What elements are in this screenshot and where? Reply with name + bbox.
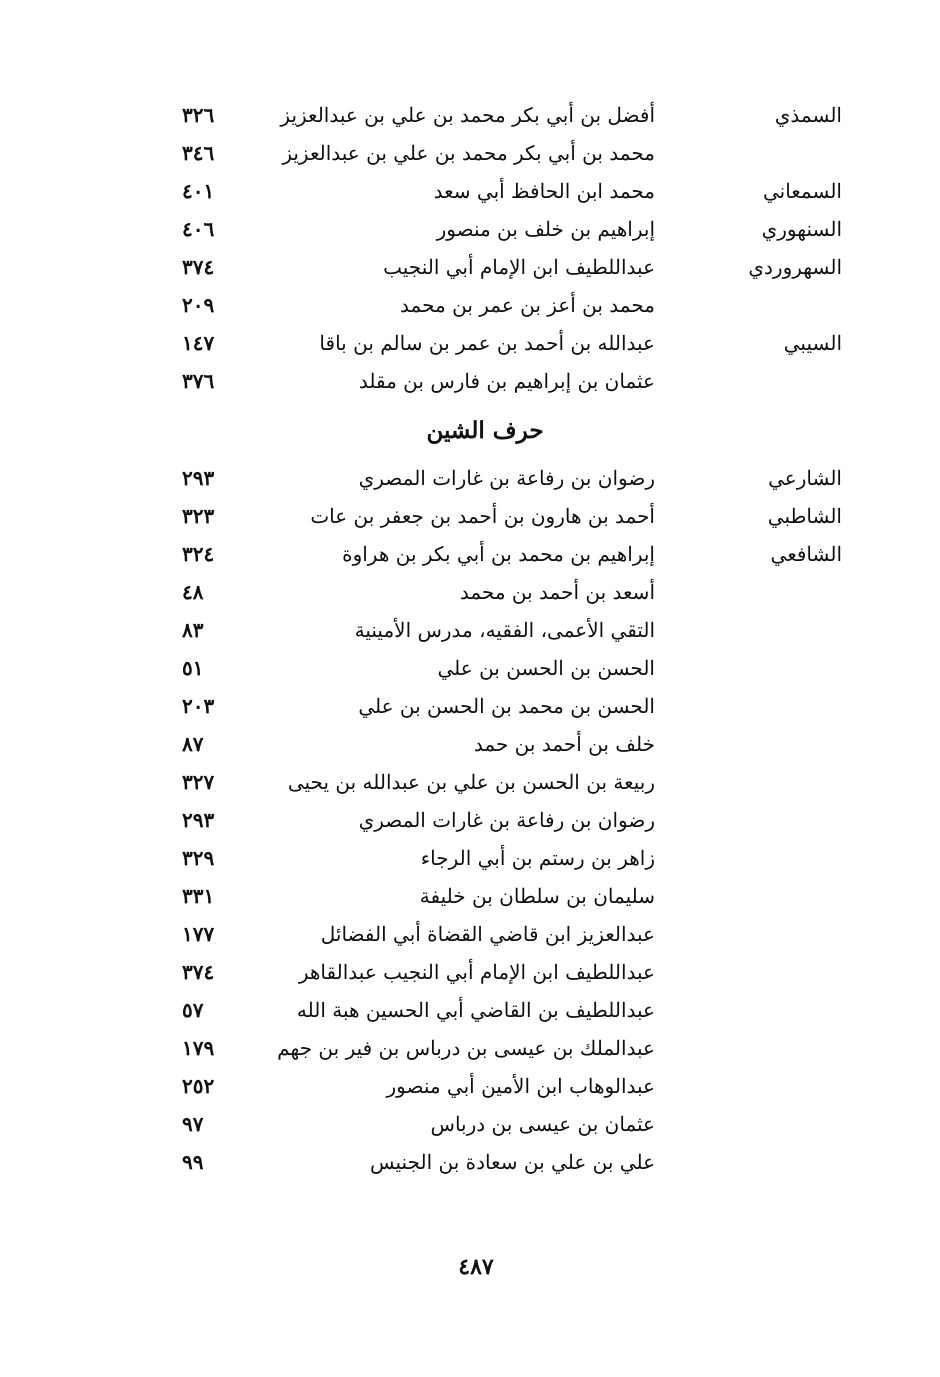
person-name: الحسن بن الحسن بن علي [437, 656, 655, 680]
page-reference: ٣٣١ [182, 884, 215, 908]
person-name: سليمان بن سلطان بن خليفة [419, 884, 655, 908]
person-name: التقي الأعمى، الفقيه، مدرس الأمينية [354, 618, 655, 642]
index-row [150, 725, 850, 763]
page-reference: ٤٨ [182, 580, 204, 604]
nisba-label: الشارعي [768, 466, 842, 490]
person-name: ربيعة بن الحسن بن علي بن عبدالله بن يحيى [287, 770, 655, 794]
person-name: الحسن بن محمد بن الحسن بن علي [358, 694, 655, 718]
index-block-sin [150, 96, 850, 400]
index-row [150, 687, 850, 725]
page-reference: ٢٥٢ [182, 1074, 215, 1098]
index-row [150, 134, 850, 172]
nisba-label: الشافعي [770, 542, 842, 566]
page-reference: ٤٠١ [182, 179, 215, 203]
page-reference: ٣٧٦ [182, 369, 215, 393]
index-row [150, 248, 850, 286]
index-row [150, 1105, 850, 1143]
page-reference: ٣٢٤ [182, 542, 215, 566]
person-name: عبدالعزيز ابن قاضي القضاة أبي الفضائل [320, 922, 655, 946]
person-name: زاهر بن رستم بن أبي الرجاء [420, 846, 655, 870]
nisba-label: السهروردي [748, 255, 842, 279]
person-name: علي بن علي بن سعادة بن الجنيس [370, 1150, 655, 1174]
index-row [150, 763, 850, 801]
index-row [150, 1143, 850, 1181]
page-reference: ٣٧٤ [182, 255, 215, 279]
person-name: رضوان بن رفاعة بن غارات المصري [358, 466, 655, 490]
index-row [150, 535, 850, 573]
index-row [150, 953, 850, 991]
nisba-label: السمعاني [762, 179, 842, 203]
page-reference: ٣٢٣ [182, 504, 215, 528]
index-row [150, 915, 850, 953]
index-row [150, 96, 850, 134]
nisba-label: السنهوري [761, 217, 842, 241]
page-reference: ١٧٧ [182, 922, 215, 946]
page-reference: ٣٧٤ [182, 960, 215, 984]
page-reference: ٢٠٩ [182, 293, 215, 317]
index-row [150, 877, 850, 915]
person-name: عبدالوهاب ابن الأمين أبي منصور [386, 1074, 655, 1098]
page-reference: ٣٤٦ [182, 141, 215, 165]
person-name: عبدالملك بن عيسى بن درباس بن فير بن جهم [277, 1036, 655, 1060]
person-name: محمد ابن الحافظ أبي سعد [433, 179, 655, 203]
page-reference: ٩٧ [182, 1112, 204, 1136]
index-row [150, 649, 850, 687]
index-row [150, 611, 850, 649]
index-row [150, 1029, 850, 1067]
person-name: إبراهيم بن خلف بن منصور [436, 217, 655, 241]
person-name: عبداللطيف ابن الإمام أبي النجيب عبدالقاهر [298, 960, 655, 984]
index-row [150, 459, 850, 497]
index-row [150, 172, 850, 210]
page-reference: ٤٠٦ [182, 217, 215, 241]
person-name: أحمد بن هارون بن أحمد بن جعفر بن عات [310, 504, 655, 528]
person-name: أسعد بن أحمد بن محمد [459, 580, 655, 604]
nisba-label: السمذي [774, 103, 842, 127]
person-name: عثمان بن إبراهيم بن فارس بن مقلد [358, 369, 655, 393]
nisba-label: السيبي [783, 331, 842, 355]
page-reference: ٥٧ [182, 998, 204, 1022]
person-name: محمد بن أبي بكر محمد بن علي بن عبدالعزيز [282, 141, 655, 165]
person-name: إبراهيم بن محمد بن أبي بكر بن هراوة [342, 542, 655, 566]
page-reference: ٢٠٣ [182, 694, 215, 718]
page-reference: ٨٧ [182, 732, 204, 756]
page-reference: ٣٢٦ [182, 103, 215, 127]
person-name: محمد بن أعز بن عمر بن محمد [400, 293, 655, 317]
page-reference: ٩٩ [182, 1150, 204, 1174]
nisba-label: الشاطبي [767, 504, 842, 528]
index-row [150, 573, 850, 611]
page-reference: ٥١ [182, 656, 204, 680]
page-number: ٤٨٧ [458, 1254, 494, 1280]
page-reference: ٣٢٩ [182, 846, 215, 870]
person-name: أفضل بن أبي بكر محمد بن علي بن عبدالعزيز [280, 103, 655, 127]
section-heading: حرف الشين [426, 417, 544, 444]
person-name: عبداللطيف بن القاضي أبي الحسين هبة الله [296, 998, 655, 1022]
index-row [150, 1067, 850, 1105]
person-name: عبدالله بن أحمد بن عمر بن سالم بن باقا [319, 331, 655, 355]
index-row [150, 286, 850, 324]
person-name: عثمان بن عيسى بن درباس [430, 1112, 655, 1136]
index-row [150, 497, 850, 535]
index-row [150, 839, 850, 877]
index-row [150, 801, 850, 839]
page-reference: ١٤٧ [182, 331, 215, 355]
index-row [150, 362, 850, 400]
page-reference: ٣٢٧ [182, 770, 215, 794]
page-reference: ٢٩٣ [182, 808, 215, 832]
page-reference: ٨٣ [182, 618, 204, 642]
person-name: عبداللطيف ابن الإمام أبي النجيب [383, 255, 655, 279]
index-row [150, 324, 850, 362]
index-block-shin [150, 459, 850, 1181]
person-name: خلف بن أحمد بن حمد [473, 732, 655, 756]
person-name: رضوان بن رفاعة بن غارات المصري [358, 808, 655, 832]
index-row [150, 210, 850, 248]
page-reference: ٢٩٣ [182, 466, 215, 490]
page-reference: ١٧٩ [182, 1036, 215, 1060]
index-row [150, 991, 850, 1029]
